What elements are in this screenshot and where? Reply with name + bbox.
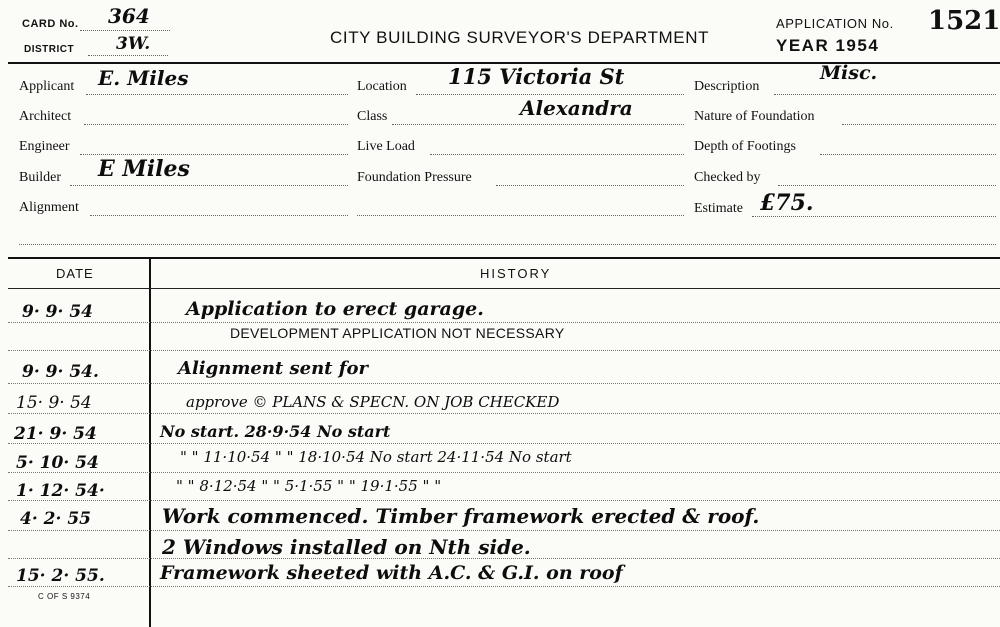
- engineer-line: [80, 154, 348, 155]
- date-column-header: DATE: [56, 266, 94, 281]
- department-title: CITY BUILDING SURVEYOR'S DEPARTMENT: [330, 28, 710, 47]
- location-value-2: Alexandra: [520, 96, 633, 120]
- history-entry: Alignment sent for: [178, 358, 368, 379]
- builder-line: [70, 185, 348, 186]
- class-label: Class: [357, 109, 388, 124]
- history-date: 9· 9· 54: [22, 302, 93, 322]
- engineer-label: Engineer: [19, 139, 70, 154]
- location-value: 115 Victoria St: [448, 64, 625, 89]
- applicant-value: E. Miles: [98, 66, 189, 90]
- checked-by-label: Checked by: [694, 170, 761, 185]
- nature-of-foundation-label: Nature of Foundation: [694, 109, 815, 124]
- applicant-line: [86, 94, 348, 95]
- rule-line: [8, 472, 1000, 473]
- foundation-pressure-label: Foundation Pressure: [357, 170, 472, 185]
- card-no-label: CARD No.: [22, 18, 79, 30]
- rule-line: [8, 586, 1000, 587]
- history-entry: approve © PLANS & SPECN. ON JOB CHECKED: [186, 393, 560, 411]
- rule-line: [8, 350, 1000, 351]
- header-under-line: [8, 288, 1000, 289]
- description-value: Misc.: [820, 62, 878, 84]
- history-date: 21· 9· 54: [14, 424, 97, 444]
- history-column-header: HISTORY: [480, 266, 552, 281]
- rule-line: [8, 500, 1000, 501]
- description-label: Description: [694, 79, 760, 94]
- builder-label: Builder: [19, 170, 61, 185]
- form-code: C OF S 9374: [38, 592, 91, 601]
- rule-line: [8, 530, 1000, 531]
- rule-line: [8, 443, 1000, 444]
- builder-value: E Miles: [98, 156, 190, 182]
- nature-of-foundation-line: [842, 124, 996, 125]
- location-label: Location: [357, 79, 407, 94]
- history-top-border: [8, 257, 1000, 259]
- year-label: YEAR 1954: [776, 36, 880, 55]
- mid-blank-line: [357, 215, 684, 216]
- history-entry: Application to erect garage.: [186, 298, 484, 320]
- history-entry: Work commenced. Timber framework erected & roof.: [162, 504, 760, 528]
- card-no-value: 364: [108, 4, 150, 28]
- alignment-line: [90, 215, 348, 216]
- depth-of-footings-line: [820, 154, 996, 155]
- estimate-value: £75.: [760, 190, 814, 216]
- district-value: 3W.: [116, 34, 151, 54]
- history-entry: " " 11·10·54 " " 18·10·54 No start 24·11·54 No start: [180, 448, 572, 466]
- application-number: 1521: [928, 6, 1000, 36]
- history-entry: 2 Windows installed on Nth side.: [162, 535, 531, 559]
- live-load-line: [430, 154, 684, 155]
- history-entry: " " 8·12·54 " " 5·1·55 " " 19·1·55 " ": [176, 477, 442, 495]
- fields-blank-line: [19, 244, 996, 245]
- history-date: 1· 12· 54·: [16, 481, 105, 501]
- estimate-line: [752, 216, 996, 217]
- location-line: [416, 94, 684, 95]
- rule-line: [8, 383, 1000, 384]
- architect-label: Architect: [19, 109, 72, 124]
- architect-line: [84, 124, 348, 125]
- class-line: [392, 124, 684, 125]
- estimate-label: Estimate: [694, 201, 743, 216]
- card-no-line: [80, 30, 170, 31]
- history-date: 15· 9· 54: [16, 393, 92, 413]
- depth-of-footings-label: Depth of Footings: [694, 139, 796, 154]
- history-entry: Framework sheeted with A.C. & G.I. on roof: [160, 562, 623, 584]
- live-load-label: Live Load: [357, 139, 415, 154]
- description-line: [774, 94, 996, 95]
- checked-by-line: [778, 185, 996, 186]
- district-line: [88, 55, 168, 56]
- district-label: DISTRICT: [24, 44, 75, 55]
- history-date: 9· 9· 54.: [22, 362, 99, 382]
- foundation-pressure-line: [496, 185, 684, 186]
- history-date: 4· 2· 55: [20, 509, 91, 529]
- history-date: 15· 2· 55.: [16, 566, 105, 586]
- history-stamp: DEVELOPMENT APPLICATION NOT NECESSARY: [230, 325, 565, 341]
- rule-line: [8, 322, 1000, 323]
- history-date: 5· 10· 54: [16, 453, 99, 473]
- applicant-label: Applicant: [19, 79, 75, 94]
- rule-line: [8, 413, 1000, 414]
- alignment-label: Alignment: [19, 200, 79, 215]
- application-label: APPLICATION No.: [776, 16, 894, 31]
- history-entry: No start. 28·9·54 No start: [160, 422, 391, 441]
